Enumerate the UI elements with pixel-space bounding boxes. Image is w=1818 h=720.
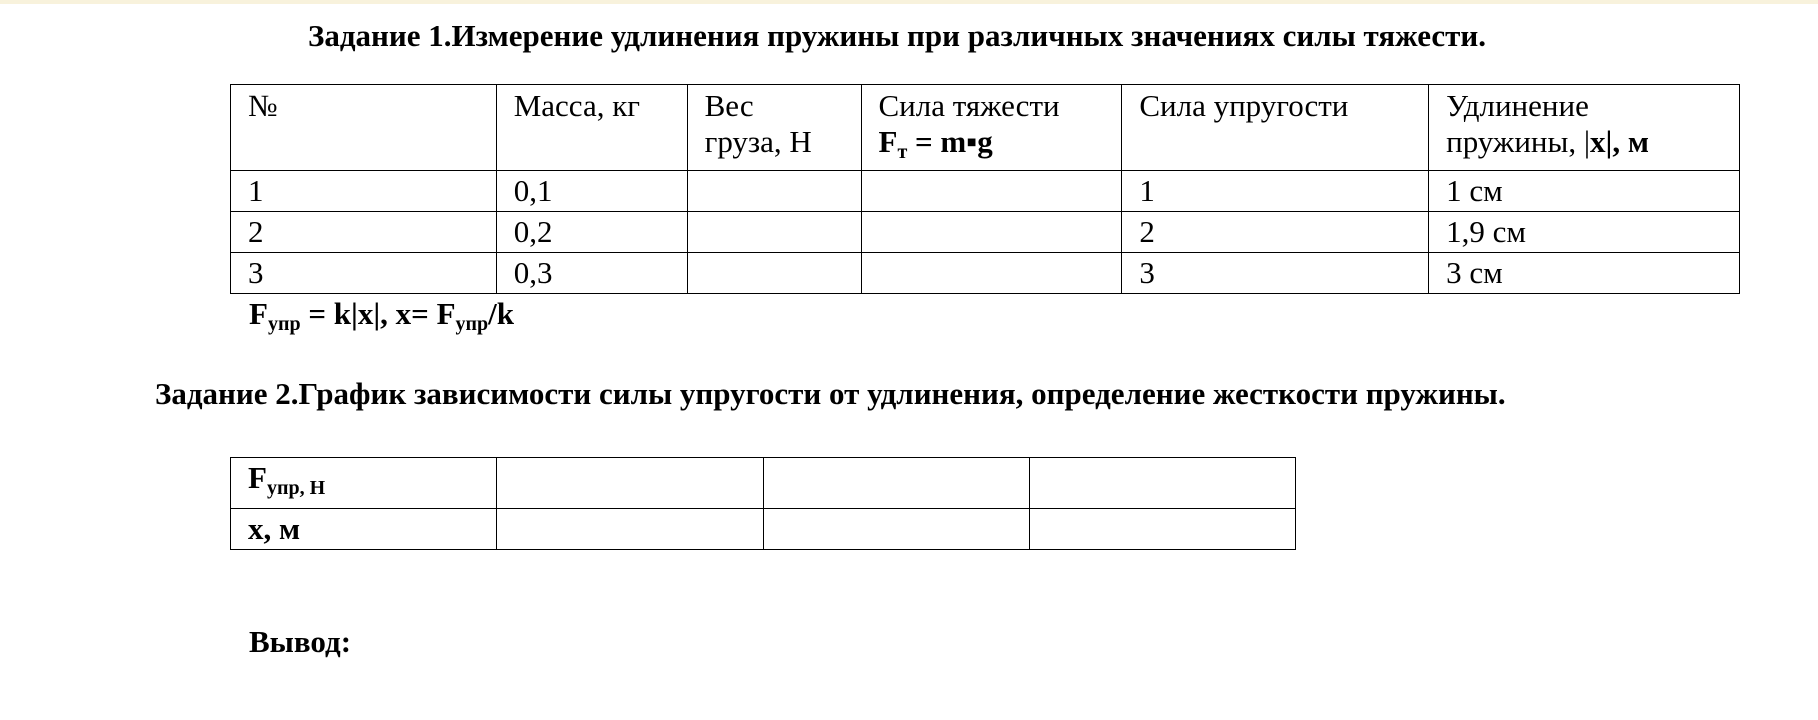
cell-num: 2 <box>231 212 497 253</box>
formula-sub1: упр <box>267 313 301 335</box>
cell-elongation: 1,9 см <box>1429 212 1740 253</box>
cell-gravity <box>861 171 1122 212</box>
elongation-row <box>231 509 1296 550</box>
table-row <box>231 253 1740 294</box>
force-cell <box>497 458 763 509</box>
force-label <box>231 458 497 509</box>
cell-weight <box>687 212 861 253</box>
header-elong-x: x <box>1590 124 1606 159</box>
cell-elastic: 1 <box>1122 171 1429 212</box>
header-mass: Масса, кг <box>496 85 687 171</box>
gravity-F: F <box>878 124 898 159</box>
elongation-cell <box>497 509 763 550</box>
graph-data-table <box>230 457 1296 550</box>
header-num: № <box>231 85 497 171</box>
header-elong-line1: Удлинение <box>1446 88 1589 123</box>
force-cell <box>1029 458 1295 509</box>
header-gravity-line1: Сила тяжести <box>878 88 1060 123</box>
force-label-F: F <box>248 460 267 495</box>
elongation-label: x, м <box>231 509 497 550</box>
header-weight-line1: Вес <box>704 88 754 123</box>
table-row <box>231 212 1740 253</box>
table-header-row <box>231 85 1740 171</box>
cell-elastic: 3 <box>1122 253 1429 294</box>
cell-weight <box>687 253 861 294</box>
cell-elongation: 3 см <box>1429 253 1740 294</box>
elongation-cell <box>1029 509 1295 550</box>
header-elongation <box>1429 85 1740 171</box>
header-elong-line2b: |, м <box>1605 124 1649 159</box>
cell-mass: 0,3 <box>496 253 687 294</box>
measurement-table <box>230 84 1740 294</box>
conclusion-label: Вывод: <box>249 624 352 659</box>
cell-elongation: 1 см <box>1429 171 1740 212</box>
formula-mid: = k|x|, x= F <box>300 296 456 331</box>
cell-elastic: 2 <box>1122 212 1429 253</box>
header-weight <box>687 85 861 171</box>
formula-end: /k <box>488 296 515 331</box>
task1-title: Задание 1.Измерение удлинения пружины при различных значениях силы тяжести. <box>308 18 1486 53</box>
table-row <box>231 171 1740 212</box>
force-row <box>231 458 1296 509</box>
force-cell <box>763 458 1029 509</box>
cell-weight <box>687 171 861 212</box>
cell-mass: 0,1 <box>496 171 687 212</box>
header-weight-line2: груза, Н <box>704 124 812 159</box>
gravity-eq: = m▪g <box>907 124 993 159</box>
cell-mass: 0,2 <box>496 212 687 253</box>
formula-F1: F <box>249 296 268 331</box>
header-elastic: Сила упругости <box>1122 85 1429 171</box>
cell-gravity <box>861 253 1122 294</box>
header-elong-line2a: пружины, | <box>1446 124 1591 159</box>
cell-num: 3 <box>231 253 497 294</box>
task2-title: Задание 2.График зависимости силы упругости от удлинения, определение жесткости пружины. <box>155 376 1506 411</box>
top-strip <box>0 0 1818 4</box>
header-gravity <box>861 85 1122 171</box>
force-label-sub: упр, Н <box>266 477 326 499</box>
formula-sub2: упр <box>455 313 489 335</box>
cell-num: 1 <box>231 171 497 212</box>
elongation-cell <box>763 509 1029 550</box>
hooke-formula <box>249 296 514 336</box>
cell-gravity <box>861 212 1122 253</box>
gravity-sub: т <box>897 141 908 163</box>
